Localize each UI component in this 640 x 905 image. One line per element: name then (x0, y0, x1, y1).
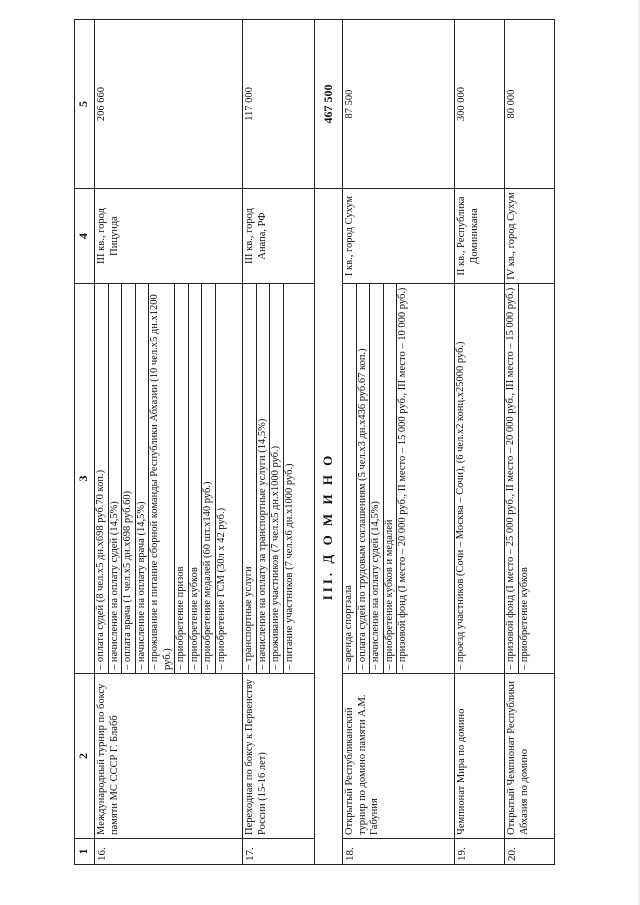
expense-item: – проживание участников (7 чел.х5 дн.х1000 руб.) (270, 284, 284, 673)
event-name: Открытый Республиканский турнир по домино памяти А.М. Габуния (343, 674, 455, 839)
event-time-place: IV кв., город Сухум (505, 189, 555, 284)
header-col-5: 5 (75, 20, 95, 189)
section-total: 467 500 (315, 20, 343, 189)
table-row (243, 20, 315, 865)
event-sum: 80 000 (505, 20, 555, 189)
expense-item: – начисление на оплату судей (14,5%) (109, 284, 123, 673)
row-number: 19. (455, 839, 505, 865)
table-row (505, 20, 555, 865)
table-row (455, 20, 505, 865)
header-col-4: 4 (75, 189, 95, 284)
row-number: 16. (95, 839, 243, 865)
event-time-place: III кв., город Анапа, РФ (243, 189, 315, 284)
header-col-1: 1 (75, 839, 95, 865)
expense-item: – начисление на оплату за транспортные услуги (14,5%) (257, 284, 271, 673)
expense-item: – приобретение кубков (518, 567, 530, 670)
row-number: 17. (243, 839, 315, 865)
expense-item: – оплата судей по трудовым соглашениям (5 чел.х3 дн.х436 руб.67 коп.) (357, 284, 371, 673)
section-row (315, 20, 343, 865)
budget-table (74, 19, 555, 865)
event-time-place: I кв., город Сухум (343, 189, 455, 284)
expense-item: – приобретение медалей (60 шт.х140 руб.) (202, 284, 216, 673)
expense-item: – приобретение кубков (189, 284, 203, 673)
expense-item: – проживание и питание сборной команды Республики Абхазии (10 чел.х5 дн.х1200 руб.) (149, 284, 175, 673)
expense-item: – приобретение призов (175, 284, 189, 673)
header-col-3: 3 (75, 284, 95, 674)
event-sum: 206 660 (95, 20, 243, 189)
event-sum: 300 000 (455, 20, 505, 189)
header-row (75, 20, 95, 865)
expense-item: – питание участников (7 чел.х6 дн.х1000 руб.) (283, 463, 295, 670)
header-col-2: 2 (75, 674, 95, 839)
event-sum: 117 000 (243, 20, 315, 189)
event-time-place: II кв., Республика Доминикана (455, 189, 505, 284)
event-sum: 87 500 (343, 20, 455, 189)
expense-item: – начисление на оплату судей (14,5%) (370, 284, 384, 673)
expense-item: – оплата судей (8 чел.х5 дн.х698 руб.70 коп.) (95, 284, 109, 673)
table-row (343, 20, 455, 865)
expense-item: – призовой фонд (I место – 25 000 руб., II место – 20 000 руб., III место – 15 000 руб.) (505, 284, 519, 673)
expense-item: – приобретение ГСМ (30л х 42 руб.) (215, 507, 227, 670)
rotated-table-container (74, 20, 614, 865)
table-row (95, 20, 243, 865)
expense-item: – оплата врача (1 чел.х5 дн.х698 руб.60) (122, 284, 136, 673)
row-number: 20. (505, 839, 555, 865)
expense-item: – приобретение кубков и медалей (384, 284, 398, 673)
expense-item: – проезд участников (Сочи – Москва – Сочи), (6 чел.х2 конц.х25000 руб.) (455, 341, 466, 670)
event-time-place: III кв., город Пицунда (95, 189, 243, 284)
event-name: Открытый Чемпионат Республики Абхазия по домино (505, 674, 555, 839)
event-name: Переходная по боксу к Первенству России (15-16 лет) (243, 674, 315, 839)
expense-item: – начисление на оплату врача (14,5%) (136, 284, 150, 673)
section-title: III. Д О М И Н О (315, 189, 343, 865)
event-name: Чемпионат Мира по домино (455, 674, 505, 839)
expense-item: – транспортные услуги (243, 284, 257, 673)
event-name: Международный турнир по боксу памяти МС СССР Г. Блабб (95, 674, 243, 839)
row-number: 18. (343, 839, 455, 865)
expense-item: – призовой фонд (I место – 20 000 руб., II место – 15 000 руб., III место – 10 000 руб.) (397, 287, 408, 670)
expense-item: – аренда спортзала (343, 284, 357, 673)
